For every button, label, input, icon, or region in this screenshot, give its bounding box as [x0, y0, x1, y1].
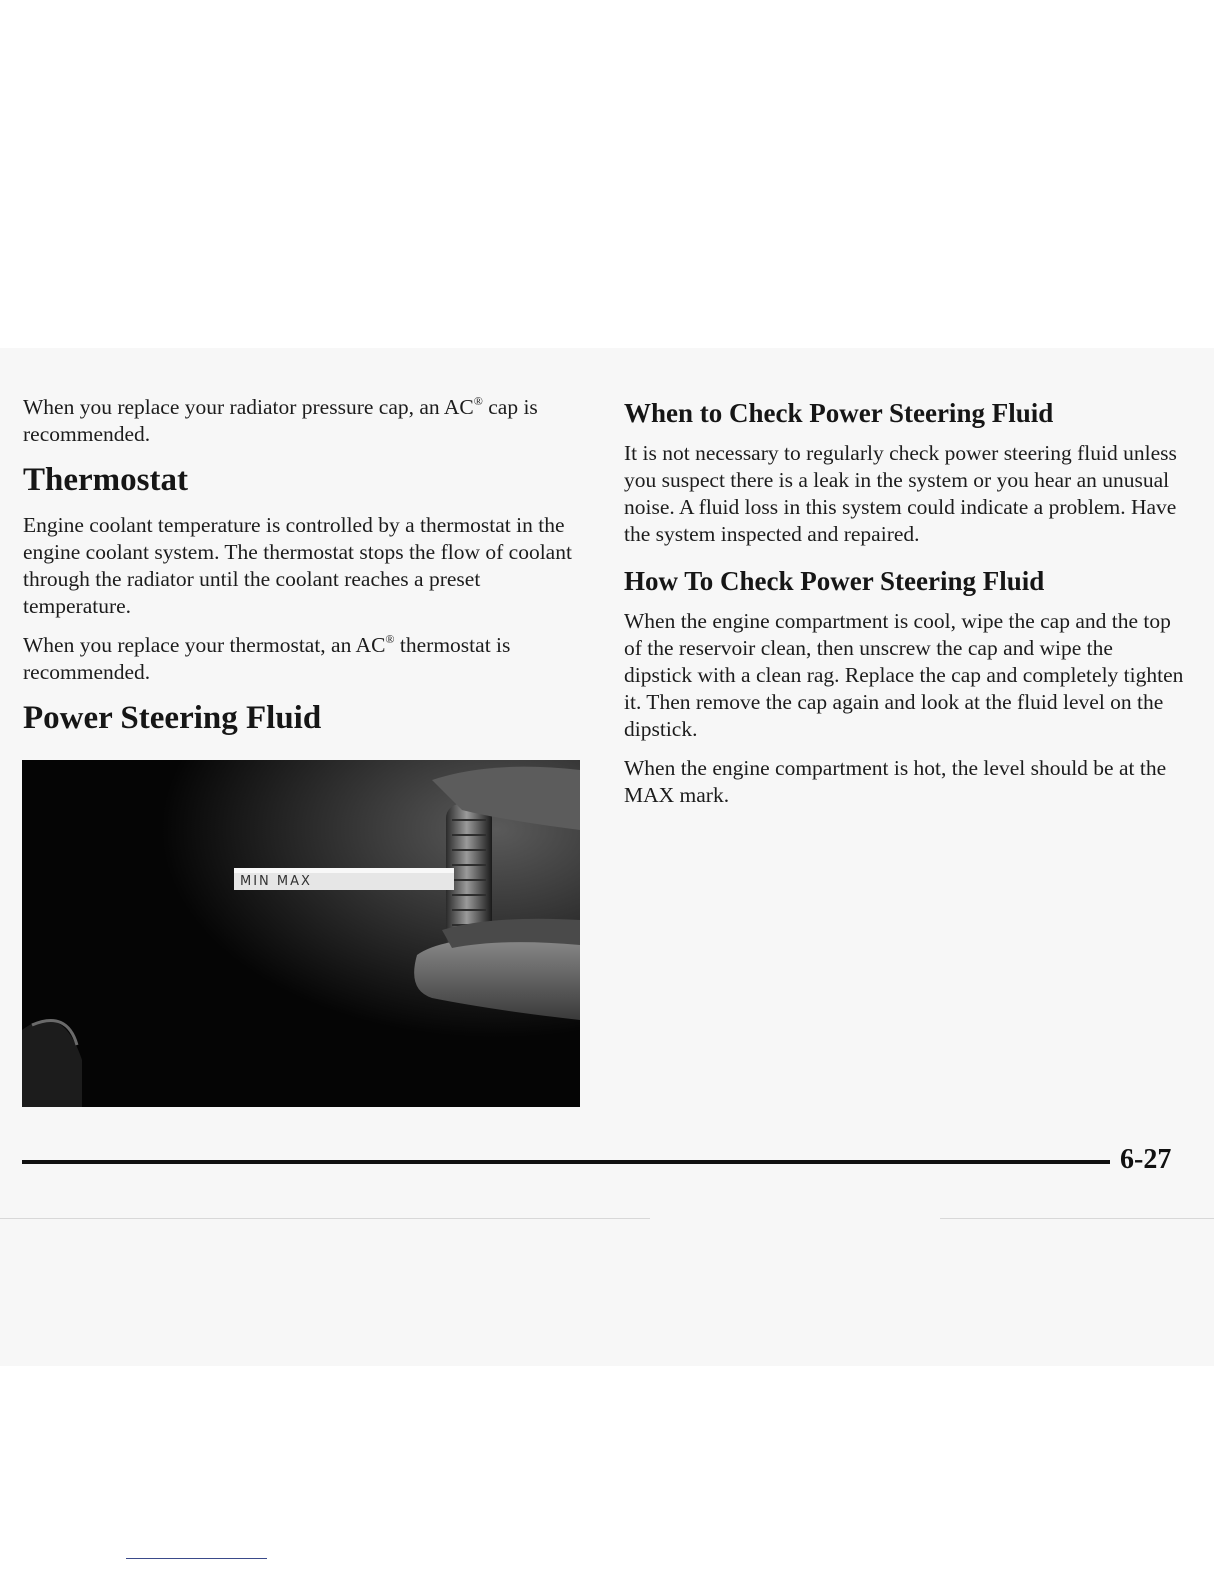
registered-mark: ®: [473, 394, 483, 408]
bottom-underline: [126, 1558, 267, 1559]
scan-line: [940, 1218, 1214, 1219]
dipstick-illustration: [22, 760, 580, 1107]
thermostat-paragraph: Engine coolant temperature is controlled by a thermostat in the engine coolant system. The thermostat stops the flow of coolant through the radiator until the coolant reaches a preset temperature.: [23, 513, 572, 618]
thermostat-heading: Thermostat: [23, 462, 188, 498]
footer-rule: [22, 1160, 1110, 1164]
dipstick-marks: MIN MAX: [240, 874, 312, 889]
dipstick-photo: [22, 760, 580, 1107]
how-to-check-heading: How To Check Power Steering Fluid: [624, 566, 1045, 596]
how-to-check-paragraph: When the engine compartment is cool, wipe the cap and the top of the reservoir clean, then unscrew the cap and wipe the dipstick with a clean rag. Replace the cap and completely tighten it. Then remove the cap again and look at the fluid level on the dipstick.: [624, 609, 1184, 741]
page-number: 6-27: [1120, 1144, 1172, 1175]
scan-line: [0, 1218, 650, 1219]
hot-level-paragraph: When the engine compartment is hot, the level should be at the MAX mark.: [624, 756, 1167, 807]
left-column: [23, 394, 583, 750]
registered-mark: ®: [385, 632, 395, 646]
when-to-check-heading: When to Check Power Steering Fluid: [624, 398, 1054, 428]
power-steering-heading: Power Steering Fluid: [23, 700, 322, 736]
radiator-cap-paragraph: When you replace your radiator pressure cap, an AC® cap is recommended.: [23, 394, 538, 446]
right-column: [624, 396, 1184, 821]
when-to-check-paragraph: It is not necessary to regularly check power steering fluid unless you suspect there is a leak in the system or you hear an unusual noise. A fluid loss in this system could indicate a problem. Have the system inspected and repaired.: [624, 441, 1177, 546]
thermostat-ac-paragraph: When you replace your thermostat, an AC® thermostat is recommended.: [23, 632, 511, 684]
